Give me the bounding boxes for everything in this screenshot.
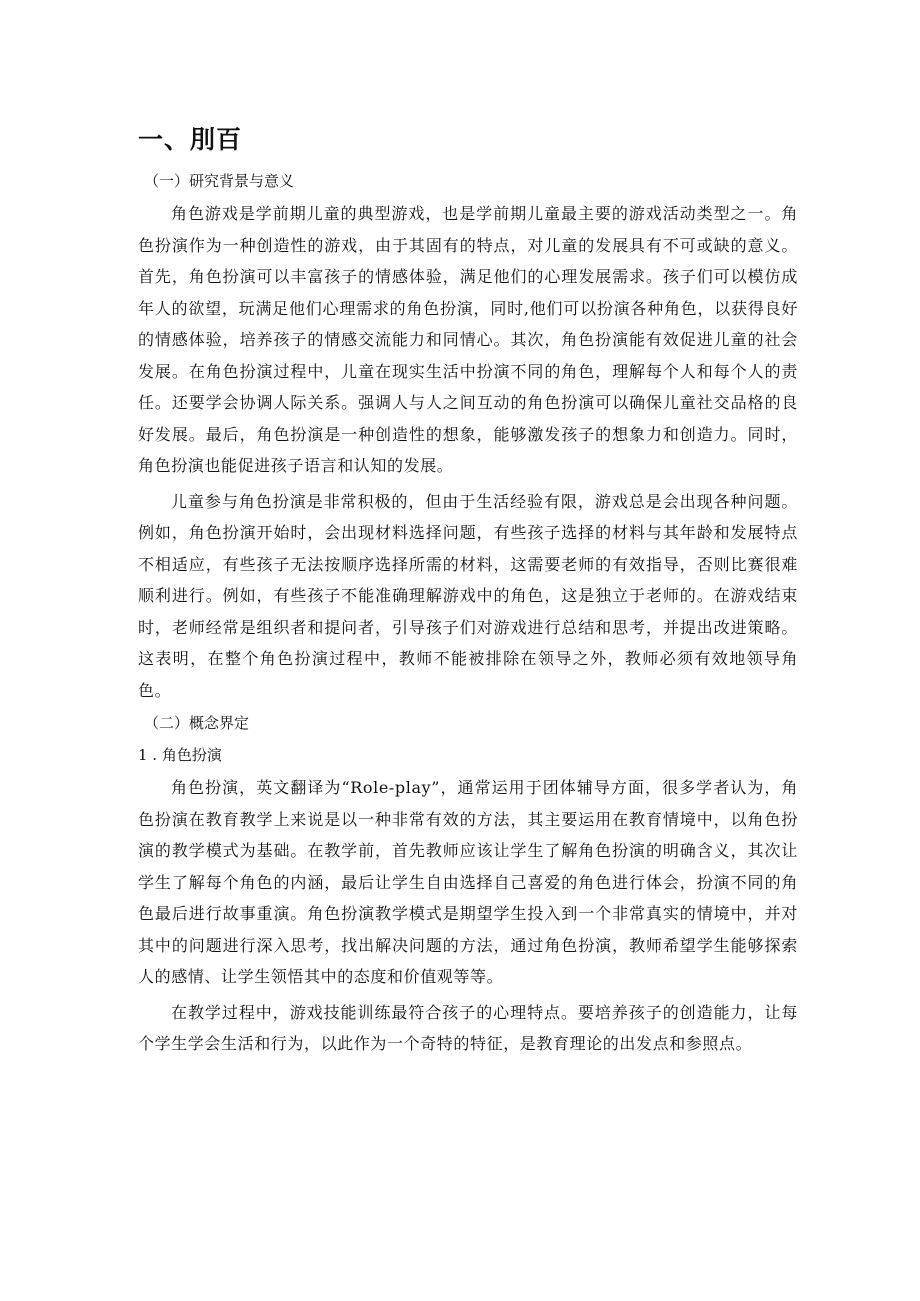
- section-heading-definitions: （二）概念界定: [144, 714, 250, 732]
- document-body: [138, 124, 798, 1064]
- paragraph: 角色游戏是学前期儿童的典型游戏，也是学前期儿童最主要的游戏活动类型之一。角色扮演作为一种创造性的游戏，由于其固有的特点，对儿童的发展具有不可或缺的意义。首先，角色扮演可以丰富孩子的情感体验，满足他们的心理发展需求。孩子们可以模仿成年人的欲望，玩满足他们心理需求的角色扮演，同时,他们可以扮演各种角色，以获得良好的情感体验，培养孩子的情感交流能力和同情心。其次，角色扮演能有效促进儿童的社会发展。在角色扮演过程中，儿童在现实生活中扮演不同的角色，理解每个人和每个人的责任。还要学会协调人际关系。强调人与人之间互动的角色扮演可以确保儿童社交品格的良好发展。最后，角色扮演是一种创造性的想象，能够激发孩子的想象力和创造力。同时，角色扮演也能促进孩子语言和认知的发展。: [138, 204, 798, 475]
- section-heading-background: （一）研究背景与意义: [144, 172, 295, 190]
- chapter-heading: 一、刖百: [138, 125, 243, 154]
- paragraph: 儿童参与角色扮演是非常积极的，但由于生活经验有限，游戏总是会出现各种问题。例如，角色扮演开始时，会出现材料选择问题，有些孩子选择的材料与其年龄和发展特点不相适应，有些孩子无法按顺序选择所需的材料，这需要老师的有效指导，否则比赛很难顺利进行。例如，有些孩子不能准确理解游戏中的角色，这是独立于老师的。在游戏结束时，老师经常是组织者和提问者，引导孩子们对游戏进行总结和思考，并提出改进策略。这表明，在整个角色扮演过程中，教师不能被排除在领导之外，教师必须有效地领导角色。: [138, 491, 798, 700]
- subsection-heading-role-play: 1 . 角色扮演: [138, 746, 222, 764]
- paragraph: 角色扮演，英文翻译为“Role-play”，通常运用于团体辅导方面，很多学者认为，角色扮演在教育教学上来说是以一种非常有效的方法，其主要运用在教育情境中，以角色扮演的教学模式为基础。在教学前，首先教师应该让学生了解角色扮演的明确含义，其次让学生了解每个角色的内涵，最后让学生自由选择自己喜爱的角色进行体会，扮演不同的角色最后进行故事重演。角色扮演教学模式是期望学生投入到一个非常真实的情境中，并对其中的问题进行深入思考，找出解决问题的方法，通过角色扮演，教师希望学生能够探索人的感情、让学生领悟其中的态度和价值观等等。: [138, 778, 798, 986]
- paragraph: 在教学过程中，游戏技能训练最符合孩子的心理特点。要培养孩子的创造能力，让每个学生学会生活和行为，以此作为一个奇特的特征，是教育理论的出发点和参照点。: [138, 1002, 798, 1053]
